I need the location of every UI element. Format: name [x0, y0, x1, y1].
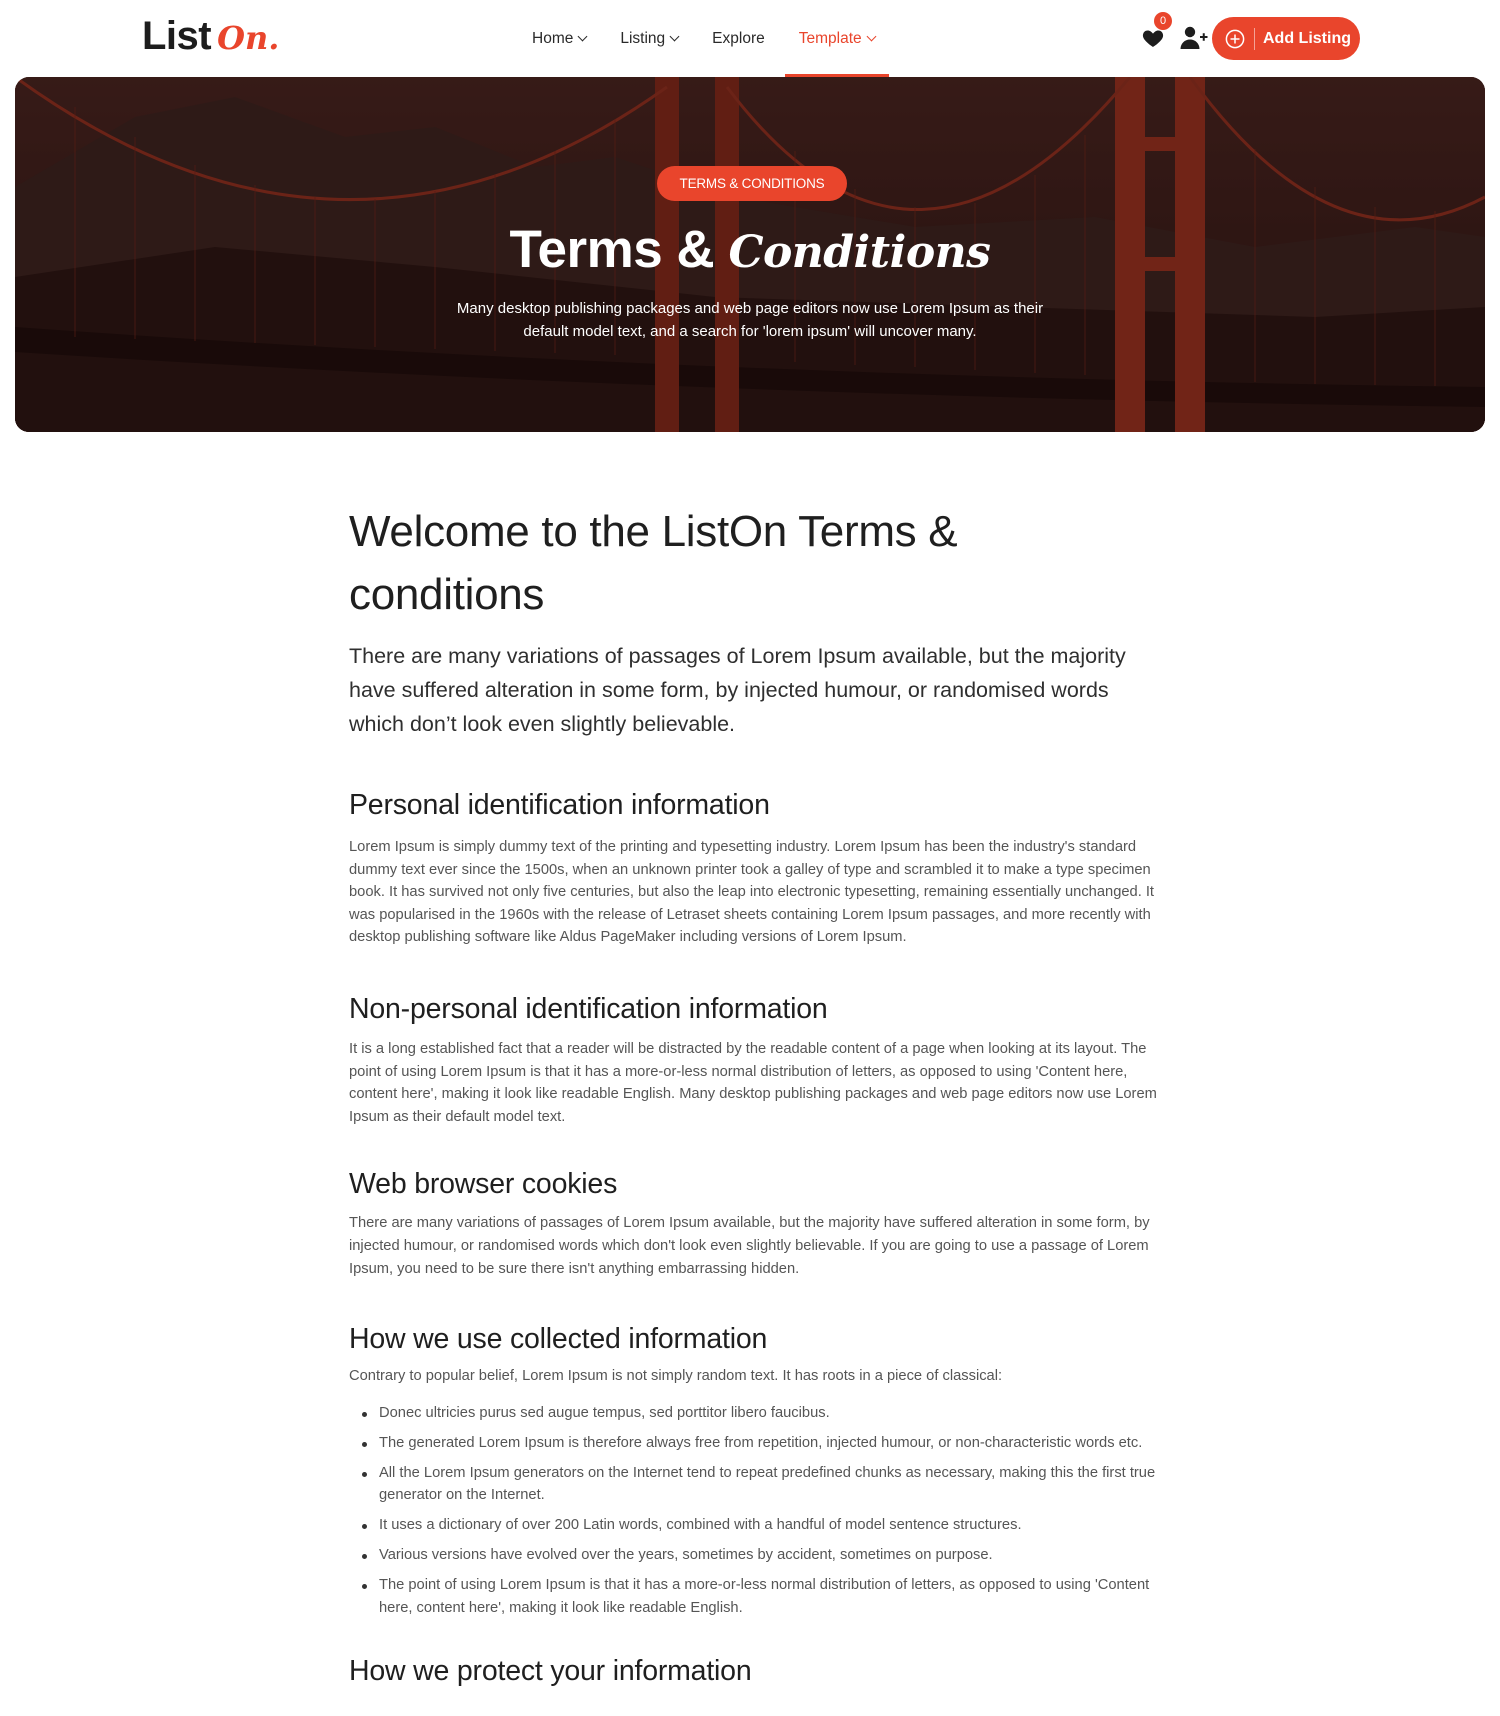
add-listing-button[interactable] [1212, 17, 1360, 60]
hero-subtitle: Many desktop publishing packages and web page editors now use Lorem Ipsum as their default model text, and a search for 'lorem ipsum' will uncover many. [456, 300, 1044, 340]
page-title: Welcome to the ListOn Terms & conditions [349, 507, 958, 619]
logo-text-accent: On. [217, 19, 280, 57]
hero-badge: TERMS & CONDITIONS [657, 166, 847, 201]
site-header [0, 0, 1500, 77]
favorites-count-badge: 0 [1154, 12, 1172, 30]
chevron-down-icon [670, 31, 680, 41]
terms-content [349, 500, 1159, 1688]
list-item: All the Lorem Ipsum generators on the Internet tend to repeat predefined chunks as necessary, making this the first true generator on the Internet. [349, 1462, 1159, 1507]
list-item: Various versions have evolved over the years, sometimes by accident, sometimes on purpose. [349, 1544, 1159, 1567]
site-logo[interactable] [142, 14, 279, 59]
nav-item-label: Home [532, 29, 574, 47]
section-title: Personal identification information [349, 789, 770, 821]
list-item: Donec ultricies purus sed augue tempus, sed porttitor libero faucibus. [349, 1402, 1159, 1425]
nav-item-label: Explore [712, 29, 765, 47]
list-item: It uses a dictionary of over 200 Latin words, combined with a handful of model sentence structures. [349, 1514, 1159, 1537]
list-item: The generated Lorem Ipsum is therefore always free from repetition, injected humour, or non-characteristic words etc. [349, 1432, 1159, 1455]
logo-text-main: List [142, 14, 212, 58]
user-plus-icon[interactable] [1180, 25, 1208, 51]
list-item: The point of using Lorem Ipsum is that it has a more-or-less normal distribution of letters, as opposed to using 'Content here, content here', making it look like readable English. [349, 1574, 1159, 1619]
section-title: How we protect your information [349, 1655, 752, 1688]
button-divider [1254, 28, 1255, 50]
nav-item-home[interactable] [532, 0, 586, 77]
section-body: Contrary to popular belief, Lorem Ipsum is not simply random text. It has roots in a piece of classical: [349, 1368, 1003, 1385]
section-body: It is a long established fact that a reader will be distracted by the readable content of a page when looking at its layout. The point of using Lorem Ipsum is that it has a more-or-less normal distribution of letters, as opposed to using 'Content here, content here', making it look like readable English. Many desktop publishing packages and web page editors now use Lorem Ipsum as their default model text. [349, 1040, 1157, 1125]
nav-item-template[interactable] [799, 0, 875, 77]
nav-item-label: Template [798, 29, 862, 47]
hero-title-plain: Terms & [509, 220, 715, 279]
section-body: Lorem Ipsum is simply dummy text of the printing and typesetting industry. Lorem Ipsum has been the industry's standard dummy text ever since the 1500s, when an unknown printer took a galley of type and scrambled it to make a type specimen book. It has survived not only five centuries, but also the leap into electronic typesetting, remaining essentially unchanged. It was popularised in the 1960s with the release of Letraset sheets containing Lorem Ipsum passages, and more recently with desktop publishing software like Aldus PageMaker including versions of Lorem Ipsum. [349, 839, 1155, 946]
chevron-down-icon [578, 31, 588, 41]
hero-title-script: Conditions [728, 227, 991, 278]
section-title: Web browser cookies [349, 1168, 618, 1201]
main-nav [532, 0, 909, 77]
section-title: Non-personal identification information [349, 992, 828, 1025]
hero-title [15, 219, 1485, 280]
plus-circle-icon [1225, 29, 1245, 49]
nav-item-listing[interactable] [620, 0, 678, 77]
lead-paragraph: There are many variations of passages of Lorem Ipsum available, but the majority have suffered alteration in some form, by injected humour, or randomised words which don’t look even slightly believable. [349, 644, 1126, 736]
bullet-list [349, 1402, 1159, 1620]
chevron-down-icon [866, 31, 876, 41]
nav-item-label: Listing [620, 29, 666, 47]
nav-item-explore[interactable] [712, 0, 765, 77]
section-body: There are many variations of passages of Lorem Ipsum available, but the majority have suffered alteration in some form, by injected humour, or randomised words which don't look even slightly believable. If you are going to use a passage of Lorem Ipsum, you need to be sure there isn't anything embarrassing hidden. [349, 1215, 1150, 1277]
hero-banner [15, 77, 1485, 432]
add-listing-label: Add Listing [1263, 29, 1351, 47]
section-title: How we use collected information [349, 1323, 768, 1356]
